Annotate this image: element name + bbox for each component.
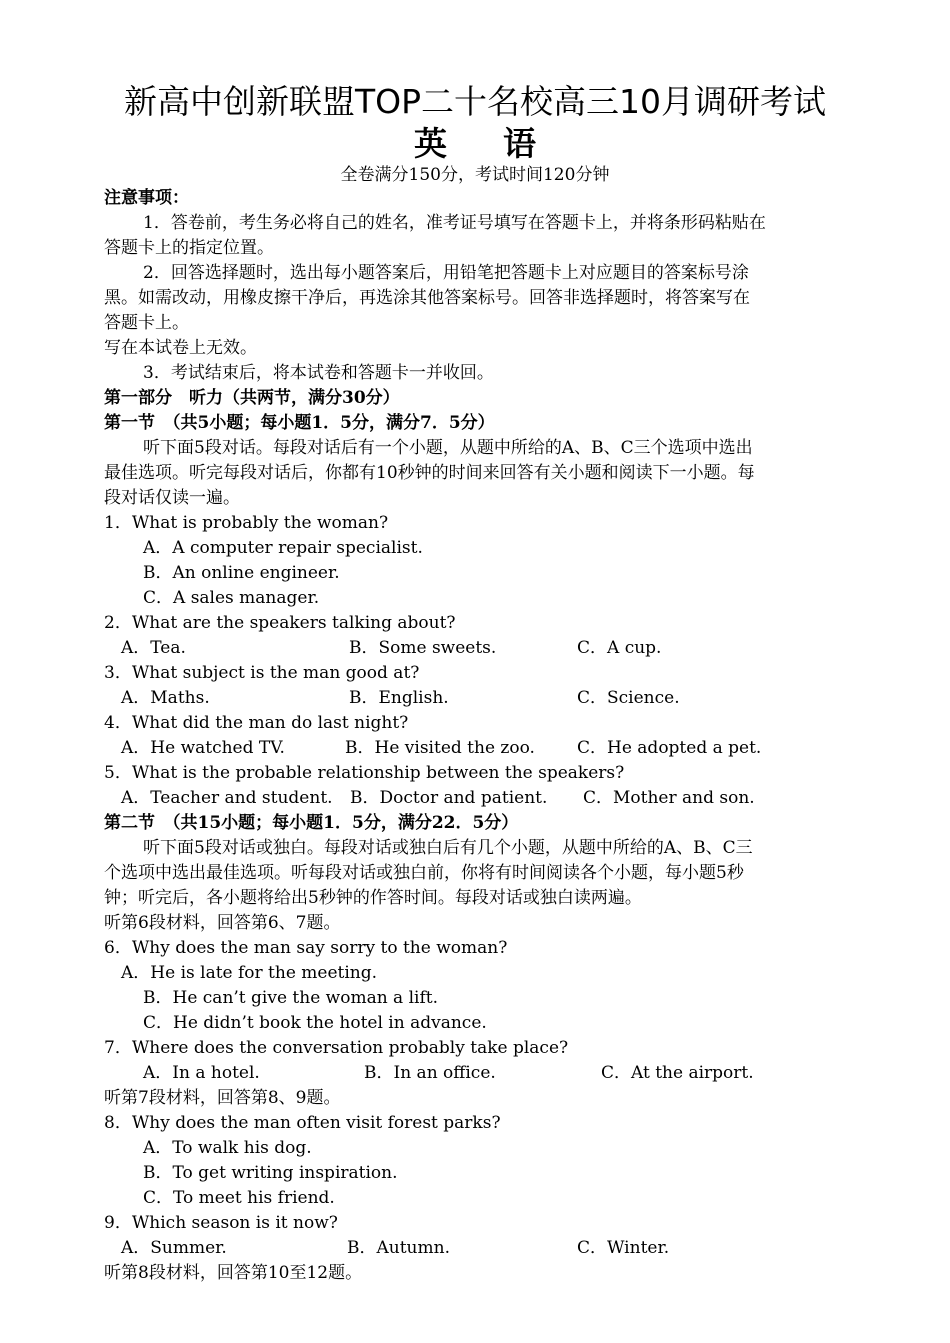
notice-line: 答题卡上。 [104, 313, 189, 333]
instruction-line: 听下面5段对话。每段对话后有一个小题，从题中所给的A、B、C三个选项中选出 [143, 438, 753, 458]
section-heading: 第二节 （共15小题；每小题1．5分，满分22．5分） [104, 813, 519, 833]
option: B．He visited the zoo. [345, 738, 535, 758]
instruction-line: 最佳选项。听完每段对话后，你都有10秒钟的时间来回答有关小题和阅读下一小题。每 [104, 463, 755, 483]
material-note: 听第7段材料，回答第8、9题。 [104, 1088, 341, 1108]
question: 3．What subject is the man good at? [104, 663, 420, 683]
question: 4．What did the man do last night? [104, 713, 409, 733]
option: C．At the airport. [601, 1063, 754, 1083]
instruction-line: 听下面5段对话或独白。每段对话或独白后有几个小题，从题中所给的A、B、C三 [143, 838, 753, 858]
part-heading: 第一部分 听力（共两节，满分30分） [104, 388, 400, 408]
option: C．Winter. [577, 1238, 670, 1258]
instruction-line: 钟；听完后，各小题将给出5秒钟的作答时间。每段对话或独白读两遍。 [104, 888, 642, 908]
question: 6．Why does the man say sorry to the woman? [104, 938, 508, 958]
option: A．To walk his dog. [143, 1138, 312, 1158]
option: B．An online engineer. [143, 563, 340, 583]
option: B．Autumn. [347, 1238, 450, 1258]
option: A．In a hotel. [143, 1063, 260, 1083]
option: B．To get writing inspiration. [143, 1163, 398, 1183]
option: A．He watched TV. [121, 738, 285, 758]
option: A．Teacher and student. [121, 788, 333, 808]
option: B．Doctor and patient. [350, 788, 548, 808]
exam-title: 新高中创新联盟TOP二十名校高三10月调研考试 [123, 82, 827, 121]
option: B．He can’t give the woman a lift. [143, 988, 438, 1008]
option: A．A computer repair specialist. [143, 538, 423, 558]
option: C．A cup. [577, 638, 662, 658]
option: C．Mother and son. [583, 788, 755, 808]
option: A．He is late for the meeting. [121, 963, 378, 983]
option: B．Some sweets. [349, 638, 497, 658]
notice-line: 黑。如需改动，用橡皮擦干净后，再选涂其他答案标号。回答非选择题时，将答案写在 [104, 288, 750, 308]
option: C．To meet his friend. [143, 1188, 335, 1208]
notice-line: 答题卡上的指定位置。 [104, 238, 274, 258]
option: C．A sales manager. [143, 588, 320, 608]
option: B．In an office. [364, 1063, 496, 1083]
option: A．Maths. [121, 688, 210, 708]
question: 8．Why does the man often visit forest parks? [104, 1113, 501, 1133]
notice-heading: 注意事项： [104, 188, 189, 208]
exam-info: 全卷满分150分，考试时间120分钟 [340, 165, 610, 185]
option: B．English. [349, 688, 449, 708]
option: A．Tea. [121, 638, 186, 658]
option: C．He didn’t book the hotel in advance. [143, 1013, 487, 1033]
option: C．Science. [577, 688, 680, 708]
option: C．He adopted a pet. [577, 738, 762, 758]
material-note: 听第6段材料，回答第6、7题。 [104, 913, 341, 933]
instruction-line: 个选项中选出最佳选项。听每段对话或独白前，你将有时间阅读各个小题，每小题5秒 [104, 863, 744, 883]
notice-line: 写在本试卷上无效。 [104, 338, 257, 358]
question: 2．What are the speakers talking about? [104, 613, 456, 633]
subject-title: 英语 [414, 124, 592, 163]
instruction-line: 段对话仅读一遍。 [104, 488, 240, 508]
option: A．Summer. [121, 1238, 227, 1258]
notice-line: 1．答卷前，考生务必将自己的姓名，准考证号填写在答题卡上，并将条形码粘贴在 [143, 213, 766, 233]
notice-line: 3．考试结束后，将本试卷和答题卡一并收回。 [143, 363, 494, 383]
section-heading: 第一节 （共5小题；每小题1．5分，满分7．5分） [104, 413, 495, 433]
notice-line: 2．回答选择题时，选出每小题答案后，用铅笔把答题卡上对应题目的答案标号涂 [143, 263, 749, 283]
question: 5．What is the probable relationship between the speakers? [104, 763, 625, 783]
material-note: 听第8段材料，回答第10至12题。 [104, 1263, 363, 1283]
question: 9．Which season is it now? [104, 1213, 338, 1233]
question: 7．Where does the conversation probably take place? [104, 1038, 569, 1058]
question: 1．What is probably the woman? [104, 513, 389, 533]
